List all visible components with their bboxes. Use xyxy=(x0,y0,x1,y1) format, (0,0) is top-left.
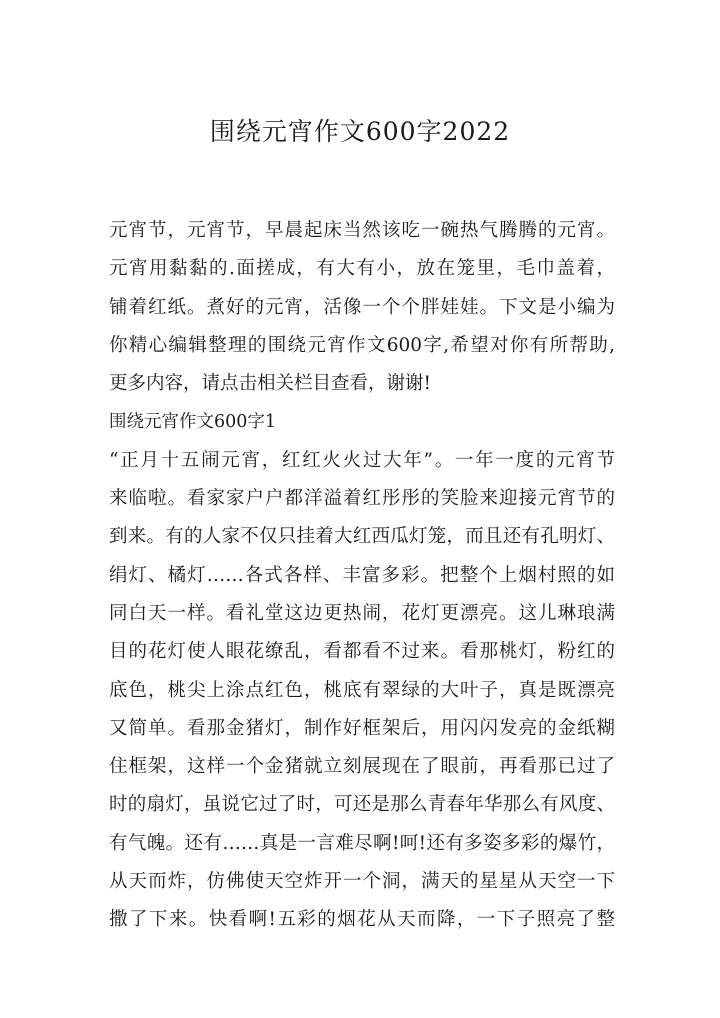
text-line: 目的花灯使人眼花缭乱，看都看不过来。看那桃灯，粉红的 xyxy=(109,641,615,663)
text-line: “正月十五闹元宵，红红火火过大年”。一年一度的元宵节 xyxy=(109,449,615,471)
document-body xyxy=(109,212,615,940)
text-line: 从天而炸，仿佛使天空炸开一个洞，满天的星星从天空一下 xyxy=(109,871,615,893)
text-line: 有气魄。还有……真是一言难尽啊!呵!还有多姿多彩的爆竹， xyxy=(109,832,615,854)
text-line: 时的扇灯，虽说它过了时，可还是那么青春年华那么有风度、 xyxy=(109,794,615,816)
text-line: 元宵用黏黏的.面搓成，有大有小，放在笼里，毛巾盖着， xyxy=(109,258,615,280)
text-line: 更多内容，请点击相关栏目查看，谢谢! xyxy=(109,373,431,395)
text-line: 绢灯、橘灯……各式各样、丰富多彩。把整个上烟村照的如 xyxy=(109,564,615,586)
text-line: 又简单。看那金猪灯，制作好框架后，用闪闪发亮的金纸糊 xyxy=(109,717,615,739)
document-title: 围绕元宵作文600字2022 xyxy=(209,117,511,146)
text-line: 到来。有的人家不仅只挂着大红西瓜灯笼，而且还有孔明灯、 xyxy=(109,526,615,548)
text-line: 底色，桃尖上涂点红色，桃底有翠绿的大叶子，真是既漂亮 xyxy=(109,679,615,701)
text-line: 住框架，这样一个金猪就立刻展现在了眼前，再看那已过了 xyxy=(109,756,615,778)
text-line: 来临啦。看家家户户都洋溢着红彤彤的笑脸来迎接元宵节的 xyxy=(109,488,615,510)
text-line: 同白天一样。看礼堂这边更热闹，花灯更漂亮。这儿琳琅满 xyxy=(109,602,615,624)
text-line: 元宵节，元宵节，早晨起床当然该吃一碗热气腾腾的元宵。 xyxy=(109,220,615,241)
text-line: 撒了下来。快看啊!五彩的烟花从天而降，一下子照亮了整 xyxy=(109,909,615,931)
section-heading: 围绕元宵作文600字1 xyxy=(109,412,277,433)
text-line: 铺着红纸。煮好的元宵，活像一个个胖娃娃。下文是小编为 xyxy=(109,296,615,318)
text-line: 你精心编辑整理的围绕元宵作文600字,希望对你有所帮助, xyxy=(109,334,615,356)
